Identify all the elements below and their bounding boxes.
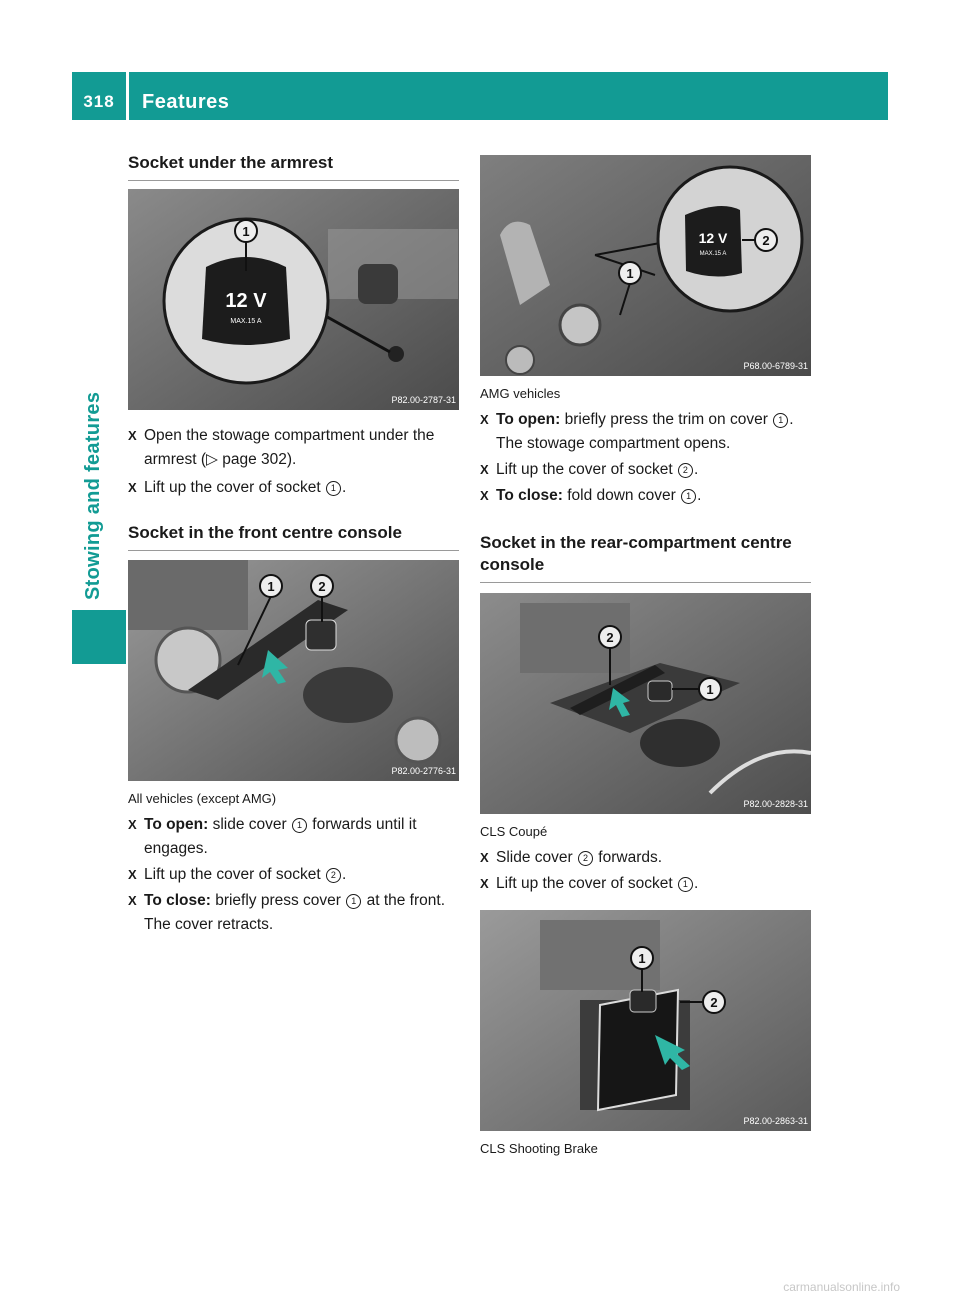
step-front-close-result: The cover retracts.: [144, 916, 274, 933]
step-marker-icon: X: [480, 850, 489, 865]
header-divider: [126, 72, 129, 120]
callout-ref-1: 1: [773, 413, 788, 428]
caption-all-vehicles: All vehicles (except AMG): [128, 791, 277, 806]
amg-callout-2: 2: [762, 233, 770, 248]
section-heading-front-console: Socket in the front centre console: [128, 522, 459, 551]
step-marker-icon: X: [128, 817, 137, 832]
chapter-title: Features: [142, 91, 230, 113]
amg-photo: [480, 155, 811, 376]
figure-amg-socket: [480, 155, 811, 376]
armrest-badge-12v: 12 V: [225, 290, 267, 312]
caption-amg: AMG vehicles: [480, 386, 561, 401]
callout-ref-1: 1: [292, 818, 307, 833]
rear-coupe-image-code: P82.00-2828-31: [743, 799, 808, 809]
section-heading-rear-console: Socket in the rear-compartment centre console: [480, 532, 811, 583]
figure-rear-coupe: [480, 593, 811, 814]
step-marker-icon: X: [480, 488, 489, 503]
step-marker-icon: X: [480, 876, 489, 891]
rear-coupe-callout-1: 1: [706, 682, 714, 697]
front-console-callout-2: 2: [318, 579, 326, 594]
armrest-badge-max: MAX.15 A: [230, 318, 262, 325]
footer-watermark[interactable]: carmanualsonline.info: [783, 1280, 900, 1294]
rear-sb-callout-1: 1: [638, 951, 646, 966]
front-console-photo: [128, 560, 459, 781]
step-front-close: X To close: briefly press cover 1 at the front. The cover retracts.: [128, 889, 459, 937]
caption-cls-shooting-brake: CLS Shooting Brake: [480, 1141, 598, 1156]
callout-ref-1: 1: [678, 877, 693, 892]
step-marker-icon: X: [480, 462, 489, 477]
rear-coupe-callout-2: 2: [606, 630, 614, 645]
step-marker-icon: X: [128, 480, 137, 495]
amg-image-code: P68.00-6789-31: [743, 361, 808, 371]
left-column: [128, 152, 459, 937]
page-header: [72, 72, 888, 120]
amg-callout-1: 1: [626, 266, 634, 281]
amg-badge-12v: 12 V: [698, 230, 728, 246]
caption-cls-coupe: CLS Coupé: [480, 824, 548, 839]
rear-sb-image-code: P82.00-2863-31: [743, 1116, 808, 1126]
rear-coupe-photo: [480, 593, 811, 814]
callout-ref-2: 2: [678, 463, 693, 478]
rear-shooting-brake-photo: [480, 910, 811, 1131]
armrest-image-code: P82.00-2787-31: [391, 395, 456, 405]
rear-sb-callout-2: 2: [710, 995, 718, 1010]
step-marker-icon: X: [128, 428, 137, 443]
amg-badge-max: MAX.15 A: [699, 251, 727, 257]
callout-ref-1: 1: [681, 489, 696, 504]
armrest-callout-1: 1: [242, 224, 250, 239]
side-tab-marker: [72, 610, 126, 664]
step-marker-icon: X: [128, 867, 137, 882]
right-column: [480, 155, 811, 1158]
step-rear-slide: X Slide cover 2 forwards.: [480, 846, 811, 870]
front-console-callout-1: 1: [267, 579, 275, 594]
step-amg-open: X To open: briefly press the trim on cover 1 . The stowage compartment opens.: [480, 408, 811, 456]
callout-ref-2: 2: [326, 868, 341, 883]
front-console-image-code: P82.00-2776-31: [391, 766, 456, 776]
armrest-photo: [128, 189, 459, 410]
step-armrest-lift: X Lift up the cover of socket 1 .: [128, 476, 459, 500]
step-rear-lift: X Lift up the cover of socket 1 .: [480, 872, 811, 896]
section-heading-armrest: Socket under the armrest: [128, 152, 459, 181]
step-amg-close: X To close: fold down cover 1 .: [480, 484, 811, 508]
page-ref-icon: ▷: [206, 451, 218, 468]
callout-ref-2: 2: [578, 851, 593, 866]
side-tab: [82, 280, 110, 600]
page-number: 318: [83, 92, 115, 111]
callout-ref-1: 1: [346, 894, 361, 909]
step-armrest-open: X Open the stowage compartment under the armrest (▷ page 302).: [128, 424, 459, 472]
figure-front-console: [128, 560, 459, 781]
step-front-open: X To open: slide cover 1 forwards until it engages.: [128, 813, 459, 861]
step-amg-open-result: The stowage compartment opens.: [496, 435, 731, 452]
figure-armrest-socket: [128, 189, 459, 410]
step-amg-lift: X Lift up the cover of socket 2 .: [480, 458, 811, 482]
figure-rear-shooting-brake: [480, 910, 811, 1131]
step-marker-icon: X: [480, 412, 489, 427]
step-marker-icon: X: [128, 893, 137, 908]
step-front-lift: X Lift up the cover of socket 2 .: [128, 863, 459, 887]
callout-ref-1: 1: [326, 481, 341, 496]
side-tab-label: Stowing and features: [82, 391, 104, 600]
